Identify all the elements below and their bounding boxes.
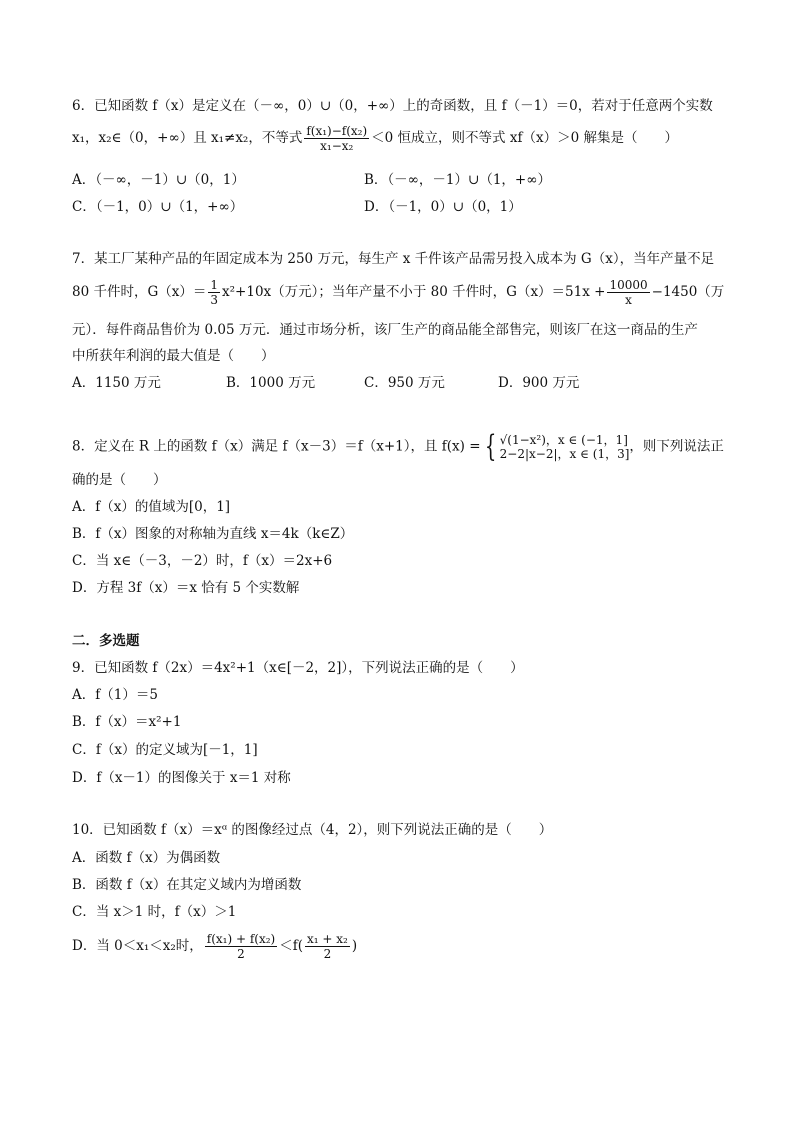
q10-optd-pre: D．当 0＜x₁＜x₂时， [72,938,203,954]
q7-fraction-2 [607,278,649,307]
q10-optd-frac1-numerator: f(x₁) + f(x₂) [206,932,276,946]
q6-fraction [304,124,369,153]
q7-line2-b: x²+10x（万元）；当年产量不小于 80 千件时，G（x）＝51x + [222,284,606,300]
q7-stem-line3: 元）．每件商品售价为 0.05 万元．通过市场分析，该厂生产的商品能全部售完，则该厂在这一商品的生产 [72,322,698,338]
q8-option-b[interactable]: B．f（x）图象的对称轴为直线 x＝4k（k∈Z） [72,526,354,542]
q10-option-c[interactable]: C．当 x＞1 时，f（x）＞1 [72,904,237,920]
q10-optd-frac1-denominator: 2 [237,947,245,961]
q10-option-a[interactable]: A．函数 f（x）为偶函数 [72,850,221,866]
q7-line2-a: 80 千件时，G（x）＝ [72,284,207,300]
q7-fraction-1 [208,278,220,307]
q7-option-c[interactable]: C．950 万元 [364,375,445,391]
q9-option-c[interactable]: C．f（x）的定义域为[－1，1] [72,742,258,758]
q8-case-1: √(1−x²)，x ∈ (−1，1] [499,433,628,447]
q7-frac2-numerator: 10000 [609,278,648,292]
q8-piecewise-cases [500,433,630,461]
q10-optd-frac2-numerator: x₁ + x₂ [306,932,348,946]
q7-stem-line4: 中所获年利润的最大值是（ ） [72,348,275,364]
q10-optd-frac2-denominator: 2 [323,947,332,961]
q10-option-d[interactable] [72,932,357,961]
q7-frac2-denominator: x [625,293,632,307]
q6-stem-line2 [72,124,678,153]
q8-stem-line2: 确的是（ ） [72,472,167,488]
q6-stem-line2-pre: x₁，x₂∈（0，+∞）且 x₁≠x₂，不等式 [72,130,303,146]
q7-option-b[interactable]: B．1000 万元 [226,375,316,391]
q9-stem-line1: 9．已知函数 f（2x）＝4x²+1（x∈[－2，2]），下列说法正确的是（ ） [72,660,524,676]
q8-case-2: 2−2|x−2|，x ∈ (1，3] [499,447,630,461]
q7-stem-line1: 7．某工厂某种产品的年固定成本为 250 万元，每生产 x 千件该产品需另投入成本为 G（x），当年产量不足 [72,251,715,267]
q8-line1-b: ，则下列说法正 [629,438,724,455]
q10-option-b[interactable]: B．函数 f（x）在其定义域内为增函数 [72,877,302,893]
q7-option-a[interactable]: A．1150 万元 [72,375,161,391]
q7-frac1-denominator: 3 [210,293,219,307]
q10-optd-fraction-2 [305,932,350,961]
q8-option-c[interactable]: C．当 x∈（－3，－2）时，f（x）＝2x+6 [72,553,333,569]
section-heading-multiple-choice: 二．多选题 [72,633,140,649]
q6-frac-denominator: x₁−x₂ [320,139,354,153]
left-brace-icon: { [484,429,496,464]
q6-stem-line1: 6．已知函数 f（x）是定义在（－∞，0）∪（0，+∞）上的奇函数，且 f（－1）＝0，若对于任意两个实数 [72,98,713,114]
q8-option-d[interactable]: D．方程 3f（x）＝x 恰有 5 个实数解 [72,580,300,596]
q10-optd-post: ) [351,938,358,954]
q6-option-b[interactable]: B．（－∞，－1）∪（1，+∞） [364,172,551,188]
q6-stem-line2-post: ＜0 恒成立，则不等式 xf（x）＞0 解集是（ ） [371,130,678,146]
q7-frac1-numerator: 1 [210,278,219,292]
q6-option-c[interactable]: C．（－1，0）∪（1，+∞） [72,199,244,215]
q8-stem-line1 [72,429,724,464]
q6-option-a[interactable]: A．（－∞，－1）∪（0，1） [72,172,245,188]
q7-stem-line2 [72,278,724,307]
q7-line2-c: −1450（万 [651,284,725,300]
q9-option-b[interactable]: B．f（x）＝x²+1 [72,714,182,730]
q10-optd-fraction-1 [205,932,277,961]
q8-line1-a: 8．定义在 R 上的函数 f（x）满足 f（x－3）＝f（x+1），且 f(x) = [72,438,481,455]
q8-option-a[interactable]: A．f（x）的值域为[0，1] [72,499,231,515]
q10-stem-line1: 10．已知函数 f（x）＝xᵅ 的图像经过点（4，2），则下列说法正确的是（ ） [72,822,553,838]
q7-option-d[interactable]: D．900 万元 [498,375,580,391]
q6-option-d[interactable]: D．（－1，0）∪（0，1） [364,199,522,215]
q9-option-a[interactable]: A．f（1）＝5 [72,687,158,703]
q6-frac-numerator: f(x₁)−f(x₂) [306,124,368,138]
q10-optd-mid: ＜f( [279,938,303,954]
q9-option-d[interactable]: D．f（x－1）的图像关于 x＝1 对称 [72,770,291,786]
